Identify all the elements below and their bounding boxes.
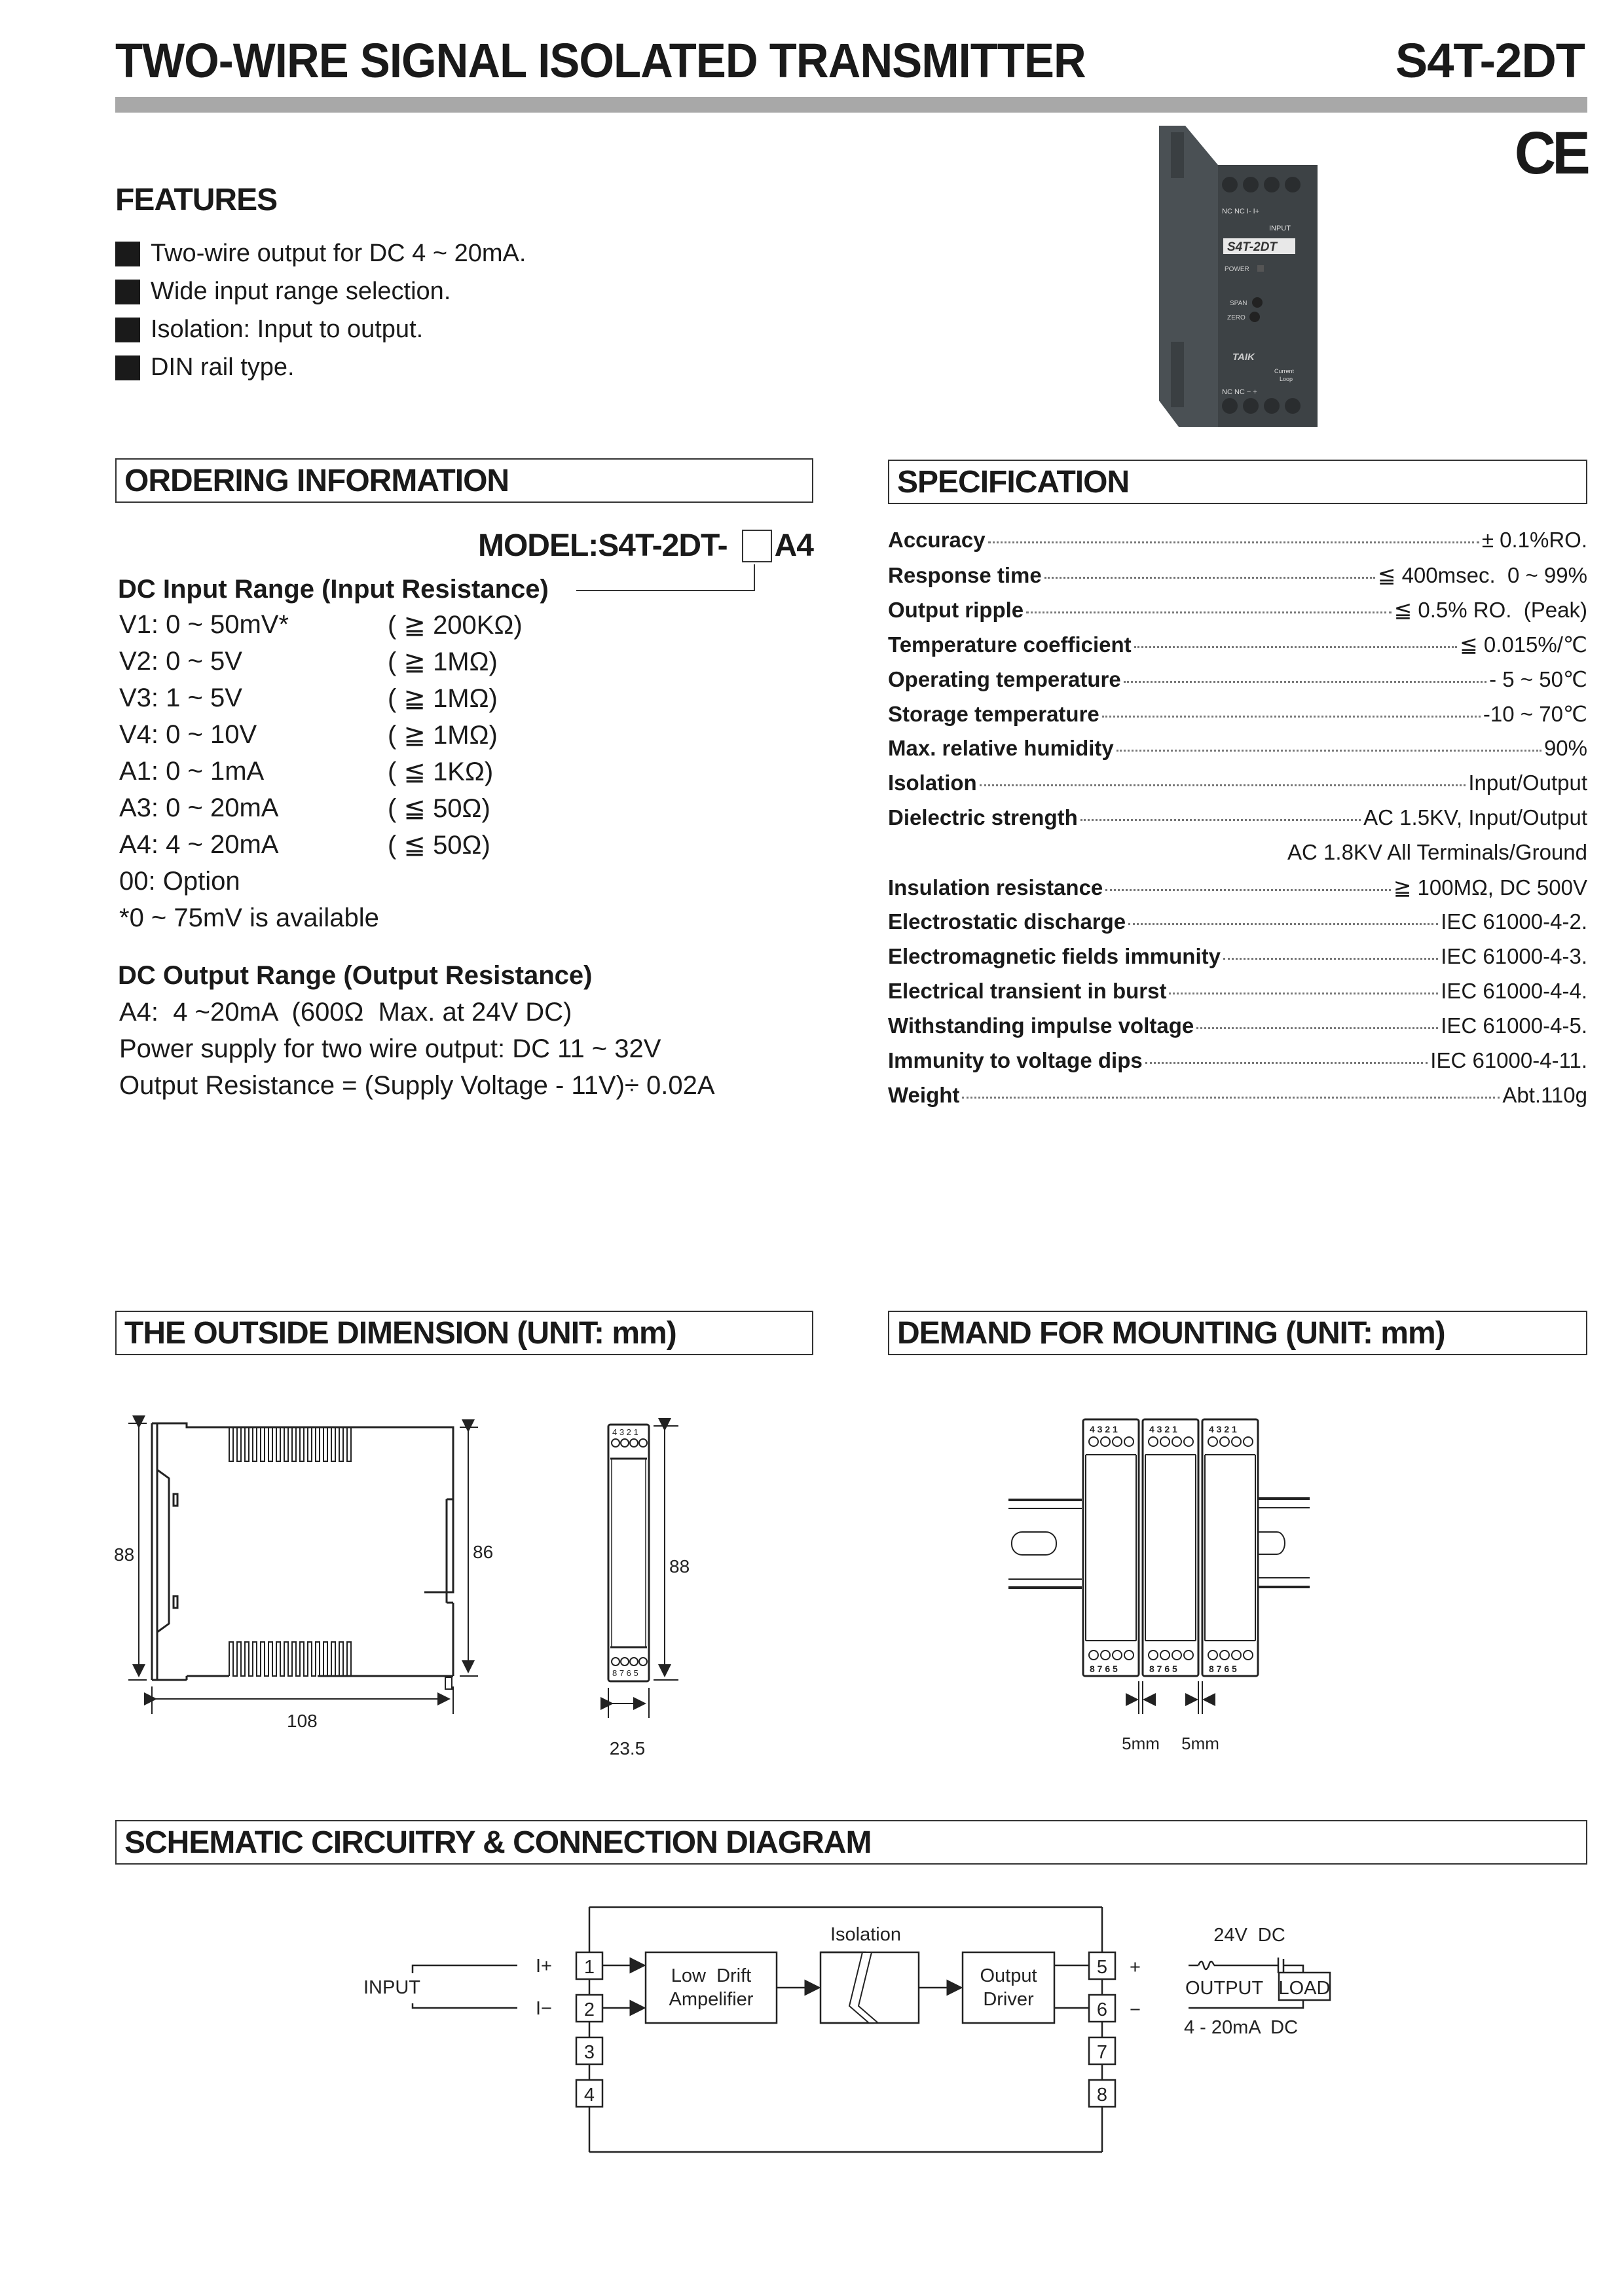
svg-text:OUTPUT: OUTPUT <box>1185 1978 1264 1999</box>
input-range-row: V3: 1 ~ 5V ( ≧ 1MΩ) <box>119 683 498 713</box>
feature-item: DIN rail type. <box>115 354 295 382</box>
svg-text:6: 6 <box>1096 1999 1108 2020</box>
svg-text:4 - 20mA DC: 4 - 20mA DC <box>1184 2017 1299 2038</box>
spec-row: Isolation Input/Output <box>888 771 1587 795</box>
svg-text:24V DC: 24V DC <box>1213 1925 1285 1946</box>
svg-text:1: 1 <box>583 1957 595 1978</box>
output-range-list: A4: 4 ~20mA (600Ω Max. at 24V DC) Power supply for two wire output: DC 11 ~ 32V Output Resistance = (Supply Voltage - 11V)÷ 0.02A <box>119 998 715 1100</box>
input-range-row: A3: 0 ~ 20mA ( ≦ 50Ω) <box>119 793 490 823</box>
svg-text:2: 2 <box>583 1999 595 2020</box>
model-slot-leader-line <box>570 563 760 602</box>
terminal-screws <box>612 1439 647 1666</box>
svg-text:4 3 2 1: 4 3 2 1 <box>1209 1424 1237 1434</box>
svg-text:4: 4 <box>583 2085 595 2105</box>
svg-text:88: 88 <box>114 1544 135 1565</box>
model-number: S4T-2DT <box>1395 33 1585 88</box>
dimension-heading: THE OUTSIDE DIMENSION (UNIT: mm) <box>115 1311 813 1355</box>
svg-text:88: 88 <box>669 1556 690 1576</box>
svg-text:7: 7 <box>1096 2042 1108 2063</box>
spec-row-continuation: AC 1.8KV All Terminals/Ground <box>1287 840 1587 864</box>
svg-text:+: + <box>1130 1957 1141 1978</box>
svg-text:−: − <box>1130 1999 1141 2020</box>
features-heading: FEATURES <box>115 183 278 217</box>
svg-text:8 7 6 5: 8 7 6 5 <box>612 1668 638 1678</box>
spec-row: Insulation resistance ≧ 100MΩ, DC 500V <box>888 875 1587 900</box>
spec-row: Storage temperature -10 ~ 70℃ <box>888 702 1587 726</box>
square-bullet-icon <box>115 242 140 266</box>
spec-row: Electromagnetic fields immunity IEC 61000-4-3. <box>888 944 1587 968</box>
mounting-heading: DEMAND FOR MOUNTING (UNIT: mm) <box>888 1311 1587 1355</box>
square-bullet-icon <box>115 355 140 380</box>
outside-dimension-drawing <box>111 1401 727 1781</box>
spec-row: Weight Abt.110g <box>888 1083 1587 1107</box>
svg-text:5mm: 5mm <box>1181 1734 1219 1753</box>
mounted-module <box>1083 1419 1258 1676</box>
spec-row: Response time ≦ 400msec. 0 ~ 99% <box>888 563 1587 587</box>
driver-block-label: Output <box>980 1965 1037 1986</box>
mounting-drawing <box>982 1401 1480 1768</box>
load-label: LOAD <box>1278 1978 1331 1999</box>
svg-text:8 7 6 5: 8 7 6 5 <box>1149 1664 1177 1674</box>
spec-row: Withstanding impulse voltage IEC 61000-4-5. <box>888 1013 1587 1038</box>
brand-logo: TAIK <box>1232 352 1255 363</box>
svg-text:3: 3 <box>583 2042 595 2063</box>
model-code: MODEL:S4T-2DT- A4 <box>477 528 813 563</box>
product-photo <box>1159 126 1327 427</box>
spec-row: Electrical transient in burst IEC 61000-4-4. <box>888 979 1587 1003</box>
svg-text:I−: I− <box>536 1998 552 2019</box>
isolation-label: Isolation <box>830 1924 902 1945</box>
photo-model-label: S4T-2DT <box>1227 240 1278 254</box>
spec-row: Output ripple ≦ 0.5% RO. (Peak) <box>888 598 1587 622</box>
specification-heading: SPECIFICATION <box>888 460 1587 504</box>
svg-text:Current: Current <box>1274 368 1295 374</box>
input-range-list <box>119 610 523 940</box>
svg-text:Ampelifier: Ampelifier <box>669 1989 754 2010</box>
ordering-heading: ORDERING INFORMATION <box>115 458 813 503</box>
option-row: 00: Option <box>119 867 240 896</box>
vent-slots <box>229 1427 351 1676</box>
svg-text:86: 86 <box>473 1542 494 1562</box>
svg-text:5: 5 <box>1096 1957 1108 1978</box>
svg-text:8: 8 <box>1096 2085 1108 2105</box>
photo-terminal-labels: NC NC I- I+ <box>1222 208 1260 215</box>
feature-item: Wide input range selection. <box>115 278 451 306</box>
spec-row: Immunity to voltage dips IEC 61000-4-11. <box>888 1048 1587 1072</box>
feature-item: Two-wire output for DC 4 ~ 20mA. <box>115 240 526 268</box>
svg-text:4 3 2 1: 4 3 2 1 <box>612 1427 638 1437</box>
amplifier-block-label: Low Drift <box>671 1965 752 1986</box>
svg-text:8 7 6 5: 8 7 6 5 <box>1209 1664 1237 1674</box>
svg-text:I+: I+ <box>536 1956 552 1977</box>
title-divider <box>115 97 1587 113</box>
input-range-heading: DC Input Range (Input Resistance) <box>118 575 549 604</box>
svg-text:INPUT: INPUT <box>1269 225 1291 232</box>
schematic-diagram <box>354 1886 1336 2160</box>
spec-row: Max. relative humidity 90% <box>888 736 1587 760</box>
spec-row: Dielectric strength AC 1.5KV, Input/Output <box>888 805 1587 829</box>
svg-text:Driver: Driver <box>983 1989 1034 2010</box>
input-range-row: A1: 0 ~ 1mA ( ≦ 1KΩ) <box>119 757 494 786</box>
spec-row: Temperature coefficient ≦ 0.015%/℃ <box>888 632 1587 657</box>
svg-text:23.5: 23.5 <box>609 1738 646 1758</box>
footnote: *0 ~ 75mV is available <box>119 903 379 932</box>
svg-text:8 7 6 5: 8 7 6 5 <box>1090 1664 1118 1674</box>
svg-text:POWER: POWER <box>1225 266 1249 273</box>
output-range-heading: DC Output Range (Output Resistance) <box>118 961 593 990</box>
svg-text:Loop: Loop <box>1280 376 1293 382</box>
square-bullet-icon <box>115 280 140 304</box>
spec-row: Operating temperature - 5 ~ 50℃ <box>888 667 1587 691</box>
feature-item: Isolation: Input to output. <box>115 316 423 344</box>
svg-text:4 3 2 1: 4 3 2 1 <box>1149 1424 1177 1434</box>
ce-mark-icon: CE <box>1514 120 1587 187</box>
page-title: TWO-WIRE SIGNAL ISOLATED TRANSMITTER <box>115 33 1086 88</box>
svg-text:5mm: 5mm <box>1122 1734 1160 1753</box>
spec-row: Accuracy ± 0.1%RO. <box>888 528 1587 552</box>
spec-row: Electrostatic discharge IEC 61000-4-2. <box>888 909 1587 934</box>
input-range-row: V4: 0 ~ 10V ( ≧ 1MΩ) <box>119 720 498 750</box>
svg-text:INPUT: INPUT <box>363 1977 420 1998</box>
svg-text:ZERO: ZERO <box>1227 314 1246 321</box>
svg-text:108: 108 <box>287 1711 318 1731</box>
svg-text:SPAN: SPAN <box>1230 300 1247 307</box>
square-bullet-icon <box>115 318 140 342</box>
svg-text:4 3 2 1: 4 3 2 1 <box>1090 1424 1118 1434</box>
input-range-row: V2: 0 ~ 5V ( ≧ 1MΩ) <box>119 647 498 676</box>
svg-text:NC NC − +: NC NC − + <box>1222 388 1257 396</box>
input-range-row: V1: 0 ~ 50mV* ( ≧ 200KΩ) <box>119 610 523 640</box>
schematic-heading: SCHEMATIC CIRCUITRY & CONNECTION DIAGRAM <box>115 1820 1587 1865</box>
model-code-slot <box>742 530 772 562</box>
input-range-row: A4: 4 ~ 20mA ( ≦ 50Ω) <box>119 830 490 860</box>
